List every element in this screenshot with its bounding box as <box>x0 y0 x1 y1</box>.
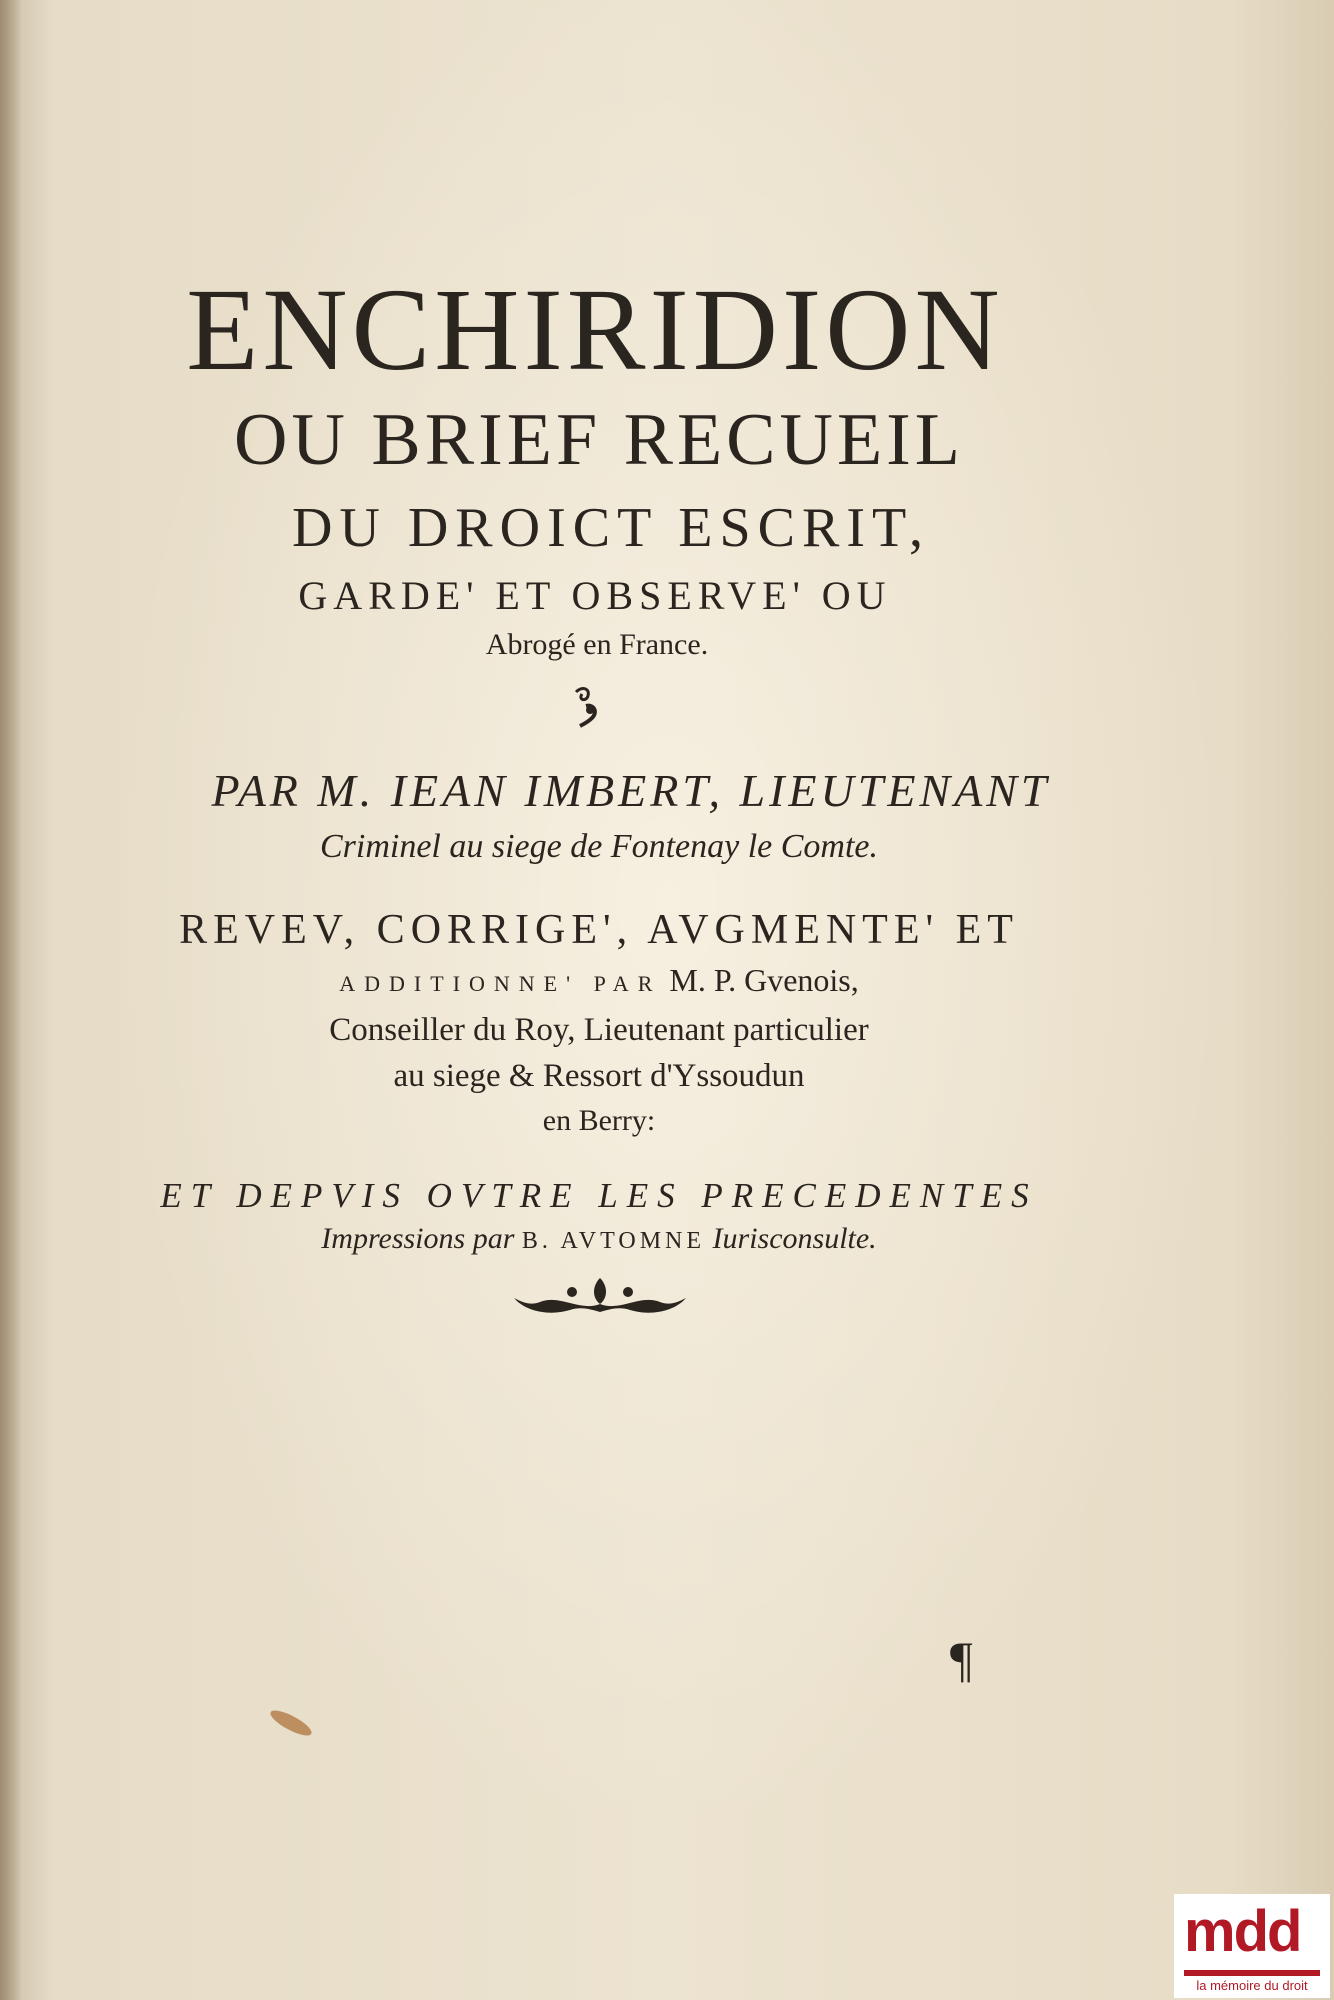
edition-line-2-a: Impressions par <box>321 1222 515 1255</box>
revision-line-4: au siege & Ressort d'Yssoudun <box>393 1058 805 1094</box>
fleuron-icon <box>568 684 604 728</box>
logo-caption: la mémoire du droit <box>1196 1978 1308 1993</box>
title-line-1: ENCHIRIDION <box>186 264 1004 395</box>
revision-line-2-caps: ADDITIONNE' PAR <box>339 971 662 996</box>
revision-line-5: en Berry: <box>542 1104 656 1137</box>
paper-stain <box>267 1706 314 1740</box>
revision-line-3: Conseiller du Roy, Lieutenant particulier <box>329 1012 869 1048</box>
edition-line-2-c: Iurisconsulte. <box>712 1222 877 1255</box>
logo-rule <box>1184 1970 1320 1976</box>
revision-line-2 <box>0 962 1266 999</box>
title-line-5: Abrogé en France. <box>485 628 709 661</box>
author-line-2: Criminel au siege de Fontenay le Comte. <box>319 828 879 865</box>
logo-mark: mdd <box>1184 1899 1301 1964</box>
edition-line-2-b: B. AVTOMNE <box>521 1228 706 1254</box>
mdd-logo <box>1174 1894 1330 1998</box>
ornament-icon <box>510 1272 690 1322</box>
author-line-1: PAR M. IEAN IMBERT, LIEUTENANT <box>211 765 1051 816</box>
edition-line-1: ET DEPVIS OVTRE LES PRECEDENTES <box>160 1176 1038 1215</box>
revision-line-1: REVEV, CORRIGE', AVGMENTE' ET <box>179 907 1019 953</box>
edition-line-2 <box>0 1222 1266 1256</box>
revision-line-2-name: M. P. Gvenois, <box>669 962 859 998</box>
title-line-2: OU BRIEF RECUEIL <box>234 399 964 481</box>
title-line-3: DU DROICT ESCRIT, <box>291 497 931 559</box>
title-line-4: GARDE' ET OBSERVE' OU <box>298 573 892 618</box>
pilcrow-mark: ¶ <box>950 1631 973 1687</box>
